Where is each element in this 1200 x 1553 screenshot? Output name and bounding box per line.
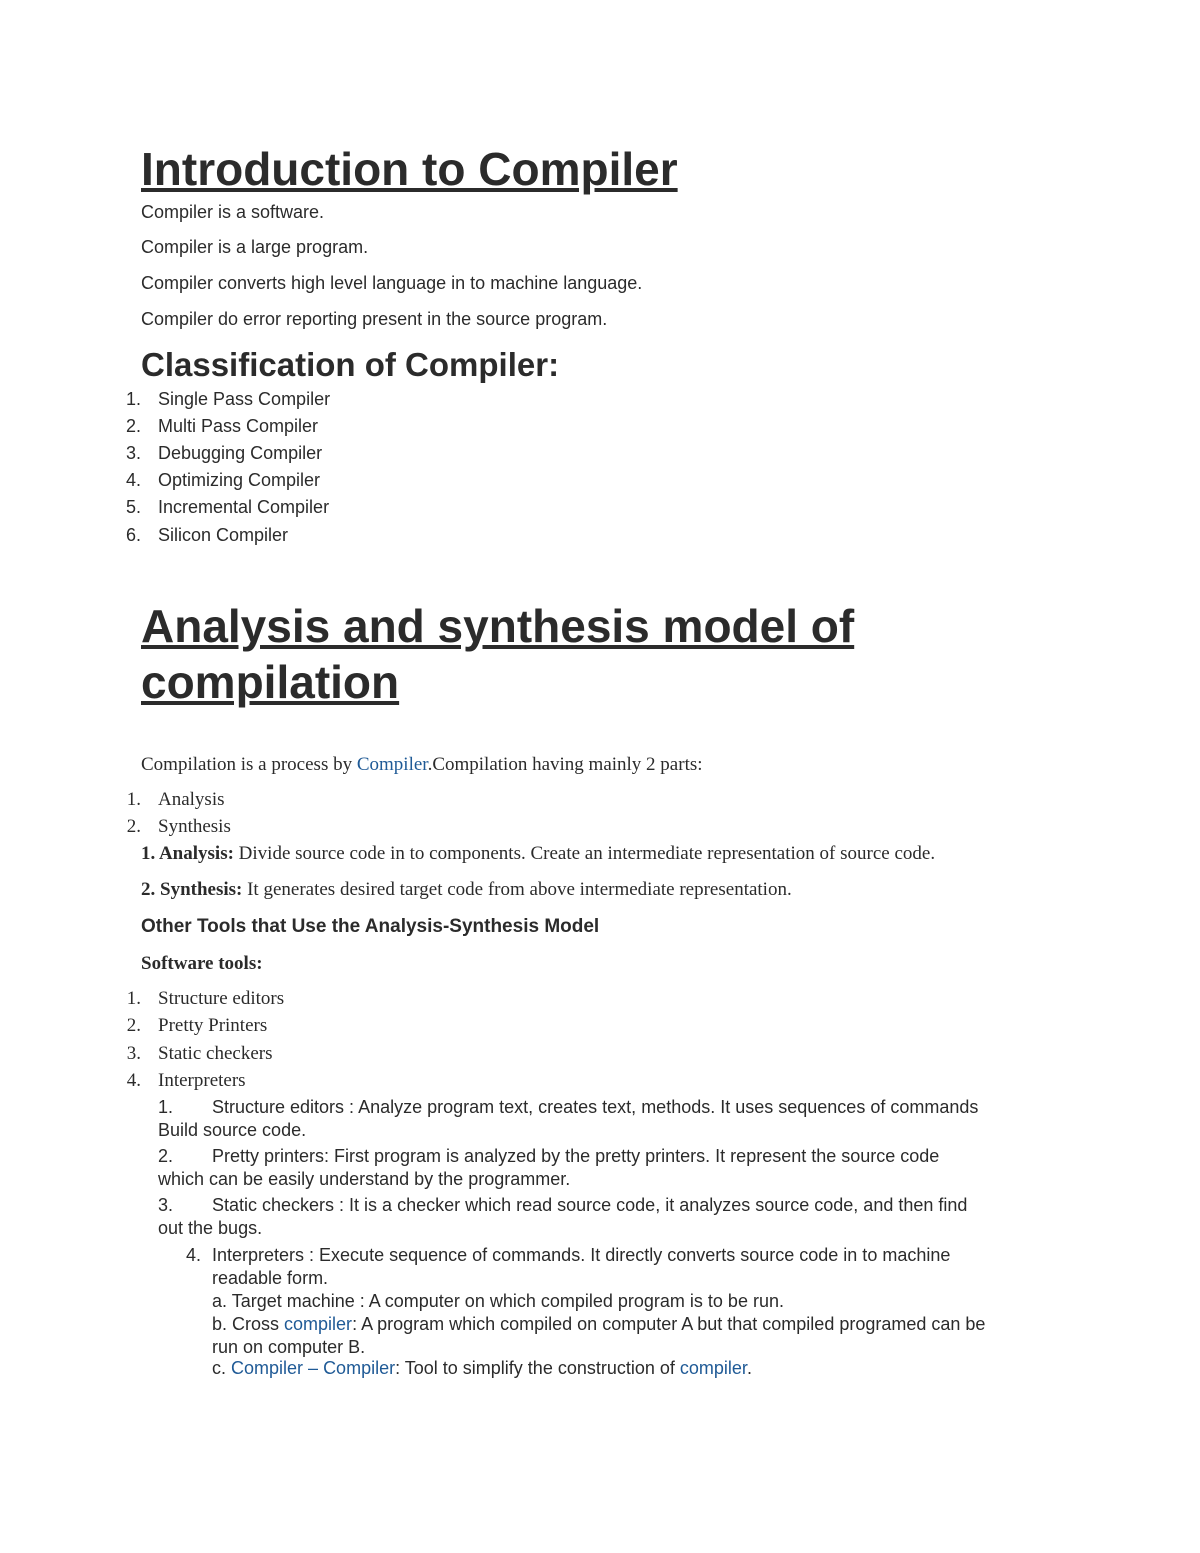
tool-detail [158, 1194, 967, 1240]
compiler-link[interactable]: Compiler [231, 1358, 304, 1378]
link-dash: – [303, 1358, 324, 1378]
list-item [105, 415, 318, 437]
note-text: . [746, 1358, 752, 1378]
list-number: 4. [125, 470, 141, 490]
detail-text: out the bugs. [158, 1218, 263, 1238]
list-text: Interpreters [158, 1070, 246, 1091]
intro-paragraph: Compiler converts high level language in to machine language. [141, 273, 643, 293]
detail-number: 3. [158, 1195, 174, 1215]
synthesis-definition [141, 878, 792, 902]
list-text: Pretty Printers [158, 1015, 268, 1036]
detail-text: Structure editors : Analyze program text, creates text, methods. It uses sequences of commands [212, 1097, 979, 1117]
list-number: 2. [126, 1015, 141, 1036]
compiler-link[interactable]: compiler [284, 1314, 353, 1334]
list-text: Incremental Compiler [158, 497, 330, 517]
tool-detail [158, 1145, 939, 1191]
compilation-intro [141, 753, 703, 777]
list-text: Single Pass Compiler [158, 389, 331, 409]
list-item [105, 1069, 246, 1093]
list-item [105, 388, 330, 410]
list-item [105, 1014, 267, 1038]
list-item [105, 496, 329, 518]
intro-paragraph: Compiler do error reporting present in the source program. [141, 309, 608, 329]
classification-heading: Classification of Compiler: [141, 346, 560, 383]
list-text: Structure editors [158, 988, 285, 1009]
note-text: c. [212, 1358, 232, 1378]
list-item [105, 815, 231, 839]
list-number: 2. [125, 416, 141, 436]
list-item [105, 788, 225, 812]
synthesis-text: It generates desired target code from above intermediate representation. [242, 879, 792, 900]
list-number: 1. [126, 789, 141, 810]
list-item [105, 987, 284, 1011]
list-number: 5. [125, 497, 141, 517]
list-number: 4. [126, 1070, 141, 1091]
interpreters-detail [186, 1244, 950, 1290]
detail-text: Build source code. [158, 1120, 307, 1140]
tool-detail [158, 1096, 978, 1142]
list-item [105, 469, 320, 491]
compiler-link[interactable]: Compiler [323, 1358, 396, 1378]
note-text: : A program which compiled on computer A but that compiled programed can be [352, 1314, 986, 1334]
list-number: 6. [125, 525, 141, 545]
analysis-definition [141, 842, 935, 866]
note-text: : Tool to simplify the construction of [395, 1358, 680, 1378]
list-item [105, 524, 288, 546]
section-title-line: Analysis and synthesis model of [141, 600, 855, 652]
detail-number: 2. [158, 1146, 174, 1166]
detail-text: Pretty printers: First program is analyzed by the pretty printers. It represent the source code [212, 1146, 940, 1166]
list-text: Synthesis [158, 816, 231, 837]
section-title-line: compilation [141, 656, 400, 708]
intro-text: .Compilation having mainly 2 parts: [427, 754, 703, 775]
intro-text: Compilation is a process by [141, 754, 357, 775]
note-text: run on computer B. [212, 1337, 366, 1357]
detail-text: Interpreters : Execute sequence of commands. It directly converts source code in to machine [212, 1245, 951, 1265]
list-number: 3. [126, 1043, 141, 1064]
list-text: Debugging Compiler [158, 443, 323, 463]
cross-compiler-note [212, 1313, 985, 1359]
list-number: 1. [125, 389, 141, 409]
list-text: Analysis [158, 789, 225, 810]
intro-paragraph: Compiler is a large program. [141, 237, 369, 257]
section-title [141, 598, 854, 710]
list-text: Static checkers [158, 1043, 273, 1064]
list-text: Silicon Compiler [158, 525, 289, 545]
compiler-compiler-note [212, 1357, 752, 1380]
list-item [105, 1042, 272, 1066]
note-text: b. Cross [212, 1314, 285, 1334]
analysis-text: Divide source code in to components. Create an intermediate representation of source code. [233, 843, 936, 864]
detail-text: Static checkers : It is a checker which read source code, it analyzes source code, and then find [212, 1195, 968, 1215]
list-text: Multi Pass Compiler [158, 416, 319, 436]
analysis-label: 1. Analysis: [141, 843, 234, 864]
detail-number: 4. [186, 1245, 202, 1265]
page-title: Introduction to Compiler [141, 143, 678, 195]
target-machine-note: a. Target machine : A computer on which compiled program is to be run. [212, 1291, 784, 1311]
detail-number: 1. [158, 1097, 174, 1117]
software-tools-label: Software tools: [141, 953, 263, 974]
list-number: 2. [126, 816, 141, 837]
detail-text: readable form. [212, 1268, 329, 1288]
list-number: 1. [126, 988, 141, 1009]
tools-heading: Other Tools that Use the Analysis-Synthesis Model [141, 916, 600, 937]
list-item [105, 442, 322, 464]
synthesis-label: 2. Synthesis: [141, 879, 243, 900]
intro-paragraph: Compiler is a software. [141, 202, 325, 222]
compiler-link[interactable]: Compiler [356, 754, 428, 775]
list-text: Optimizing Compiler [158, 470, 321, 490]
list-number: 3. [125, 443, 141, 463]
compiler-link[interactable]: compiler [679, 1358, 747, 1378]
detail-text: which can be easily understand by the programmer. [158, 1169, 571, 1189]
